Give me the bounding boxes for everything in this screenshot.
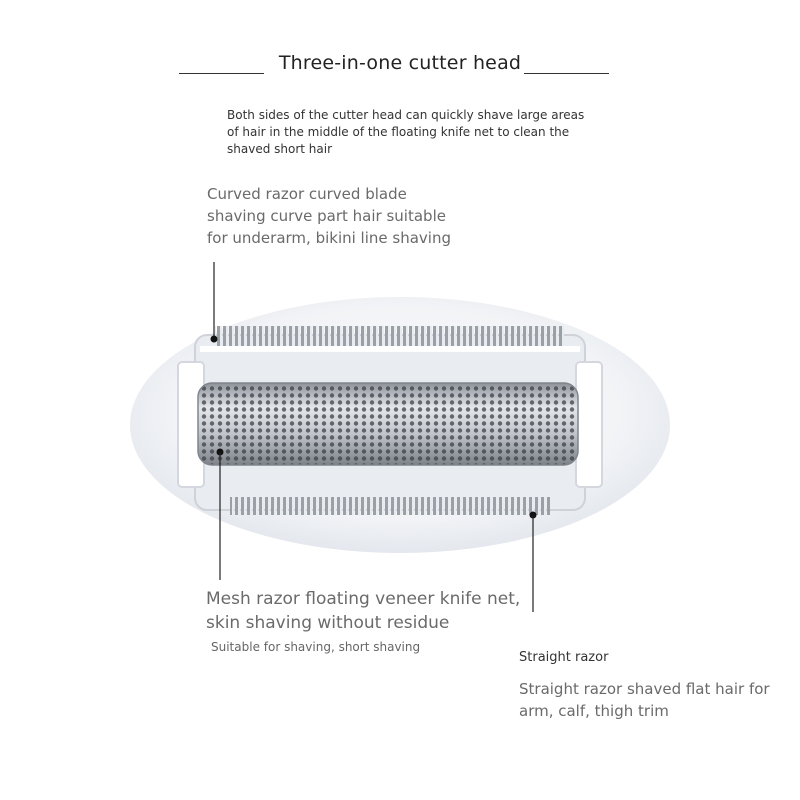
straight-razor-label: Straight razor shaved flat hair for arm, calf, thigh trim <box>519 680 770 720</box>
intro-text: Both sides of the cutter head can quickly shave large areas of hair in the middle of the floating knife net to clean the shaved short hair <box>227 108 585 156</box>
mesh-razor-note: Suitable for shaving, short shaving <box>211 640 421 654</box>
right-side-cap <box>576 362 602 487</box>
curved-razor-label: Curved razor curved blade shaving curve part hair suitable for underarm, bikini line shaving <box>207 185 451 247</box>
straight-blade-teeth <box>230 497 550 515</box>
curved-blade-dot <box>211 336 218 343</box>
mesh-razor-label: Mesh razor floating veneer knife net, skin shaving without residue <box>206 589 521 633</box>
straight-razor-title: Straight razor <box>519 650 609 665</box>
curved-blade-edge <box>200 346 580 352</box>
page-title: Three-in-one cutter head <box>278 52 522 74</box>
mesh-foil-holes <box>198 383 578 465</box>
